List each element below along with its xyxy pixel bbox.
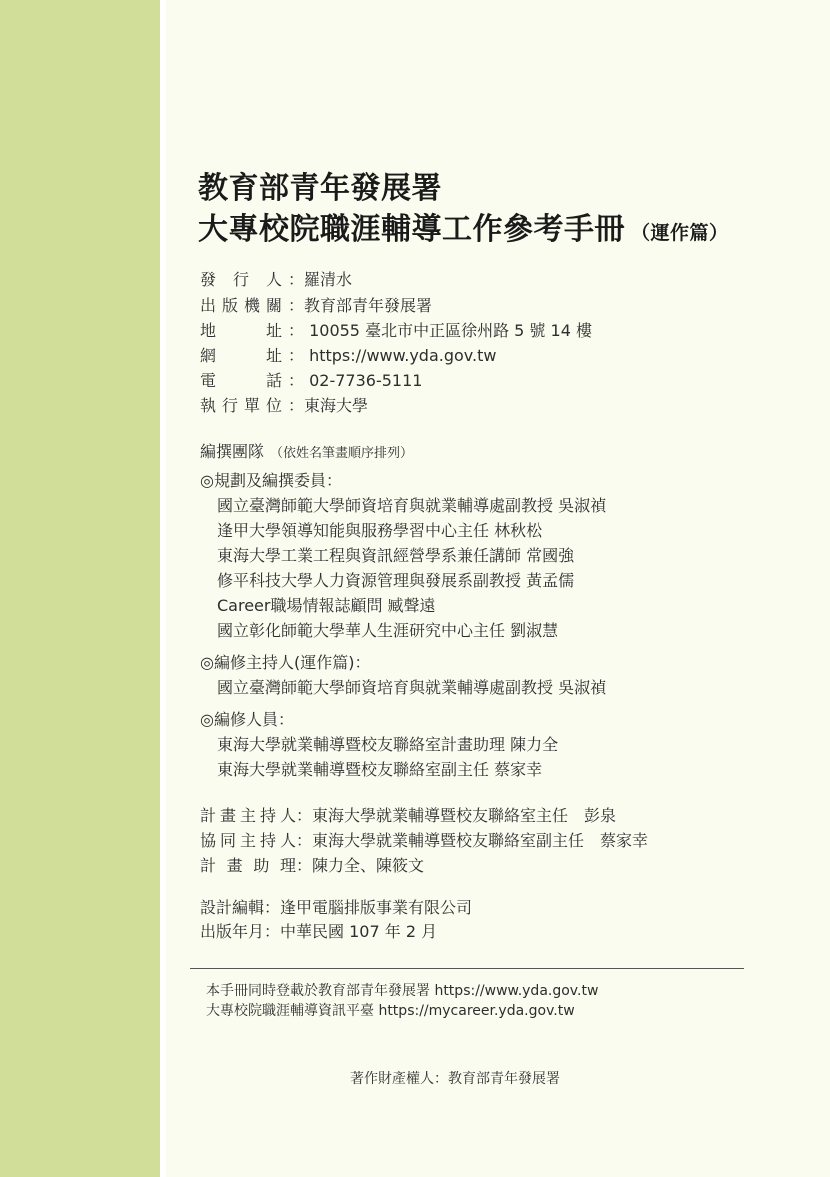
- info-executor: [200, 394, 368, 418]
- divider-rule: [190, 968, 744, 969]
- planning-member: 東海大學工業工程與資訊經營學系兼任講師 常國強: [217, 546, 575, 565]
- info-label: 網 址: [200, 346, 282, 365]
- revision-staff-member: 東海大學就業輔導暨校友聯絡室計畫助理 陳力全: [217, 735, 559, 754]
- planning-member: 國立臺灣師範大學師資培育與就業輔導處副教授 吳淑禎: [217, 496, 607, 515]
- project-assistant: [200, 854, 424, 878]
- design-editor: [200, 896, 472, 920]
- planning-member: 逢甲大學領導知能與服務學習中心主任 林秋松: [217, 521, 543, 540]
- project-value: ：東海大學就業輔導暨校友聯絡室主任 彭泉: [296, 806, 617, 825]
- info-address: [200, 319, 592, 343]
- design-value: ：逢甲電腦排版事業有限公司: [264, 898, 473, 917]
- info-value: ：教育部青年發展署: [288, 296, 433, 315]
- info-label: 出版機關: [200, 296, 282, 315]
- planning-member: 國立彰化師範大學華人生涯研究中心主任 劉淑慧: [217, 621, 559, 640]
- footer-note: 大專校院職涯輔導資訊平臺 https://mycareer.yda.gov.tw: [206, 1003, 575, 1019]
- project-label: 計 畫 助 理: [200, 856, 296, 875]
- info-agency: [200, 294, 432, 318]
- project-cohost: [200, 829, 648, 853]
- project-label: 計畫主持人: [200, 806, 296, 825]
- title-handbook: [198, 204, 729, 248]
- revision-staff-heading: ◎編修人員：: [200, 710, 294, 729]
- info-value: ： 02-7736-5111: [288, 371, 423, 390]
- project-label: 協同主持人: [200, 831, 296, 850]
- team-heading: 編撰團隊: [200, 442, 265, 461]
- info-label: 發 行 人: [200, 270, 282, 289]
- info-value: ：東海大學: [288, 396, 369, 415]
- planning-member: 修平科技大學人力資源管理與發展系副教授 黃孟儒: [217, 571, 575, 590]
- project-host: [200, 804, 616, 828]
- title-suffix: （運作篇）: [631, 222, 729, 244]
- footer-note: 本手冊同時登載於教育部青年發展署 https://www.yda.gov.tw: [206, 983, 599, 999]
- info-label: 執行單位: [200, 396, 282, 415]
- project-value: ：東海大學就業輔導暨校友聯絡室副主任 蔡家幸: [296, 831, 649, 850]
- planning-heading: ◎規劃及編撰委員：: [200, 471, 342, 490]
- team-order-note: （依姓名筆畫順序排列）: [270, 446, 414, 461]
- title-handbook-text: 大專校院職涯輔導工作參考手冊: [198, 212, 625, 247]
- revision-host-member: 國立臺灣師範大學師資培育與就業輔導處副教授 吳淑禎: [217, 678, 607, 697]
- info-label: 電 話: [200, 371, 282, 390]
- publish-date-label: 出版年月: [200, 922, 265, 941]
- info-value: ：羅清水: [288, 270, 353, 289]
- info-label: 地 址: [200, 321, 282, 340]
- publish-date-value: ：中華民國 107 年 2 月: [264, 922, 438, 941]
- info-value: ： 10055 臺北市中正區徐州路 5 號 14 樓: [288, 321, 592, 340]
- copyright-holder: 著作財產權人：教育部青年發展署: [350, 1071, 560, 1087]
- info-phone: [200, 369, 422, 393]
- info-website: [200, 344, 496, 368]
- revision-host-heading: ◎編修主持人(運作篇)：: [200, 653, 371, 672]
- team-heading-row: [200, 440, 413, 466]
- project-value: ：陳力全、陳筱文: [296, 856, 425, 875]
- revision-staff-member: 東海大學就業輔導暨校友聯絡室副主任 蔡家幸: [217, 760, 543, 779]
- publish-date: [200, 920, 437, 944]
- info-value: ： https://www.yda.gov.tw: [288, 346, 497, 365]
- design-label: 設計編輯: [200, 898, 265, 917]
- info-publisher: [200, 268, 352, 292]
- title-agency: 教育部青年發展署: [198, 171, 442, 206]
- planning-member: Career職場情報誌顧問 臧聲遠: [217, 596, 436, 615]
